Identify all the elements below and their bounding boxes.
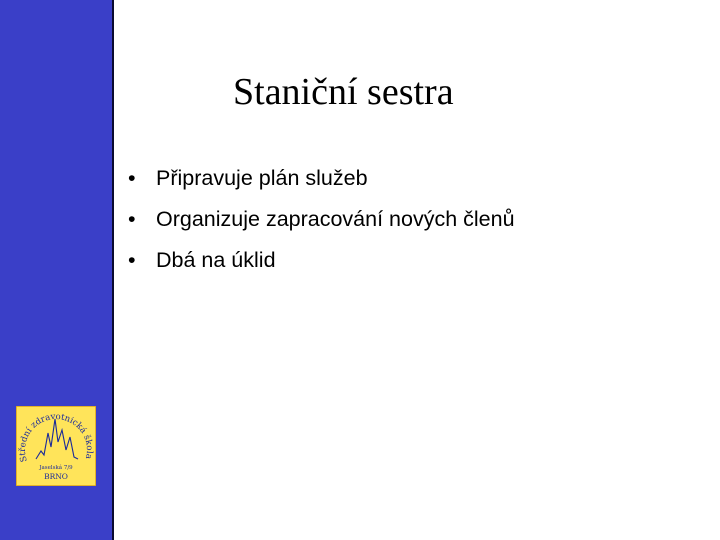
- bullet-text: Dbá na úklid: [156, 248, 276, 272]
- bullet-text: Připravuje plán služeb: [156, 166, 368, 190]
- bullet-dot-icon: •: [128, 166, 136, 190]
- bullet-item: [128, 201, 515, 242]
- svg-text:Střední zdravotnická škola: Střední zdravotnická škola: [17, 411, 95, 463]
- svg-text:BRNO: BRNO: [44, 472, 68, 481]
- bullet-dot-icon: •: [128, 207, 136, 231]
- bullet-item: [128, 160, 515, 201]
- slide-title: Staniční sestra: [233, 71, 454, 113]
- bullet-item: [128, 242, 515, 283]
- bullet-list: [128, 160, 515, 283]
- bullet-dot-icon: •: [128, 248, 136, 272]
- svg-text:Jaselská 7/9: Jaselská 7/9: [39, 465, 73, 471]
- school-logo: [16, 406, 96, 486]
- bullet-text: Organizuje zapracování nových členů: [156, 207, 515, 231]
